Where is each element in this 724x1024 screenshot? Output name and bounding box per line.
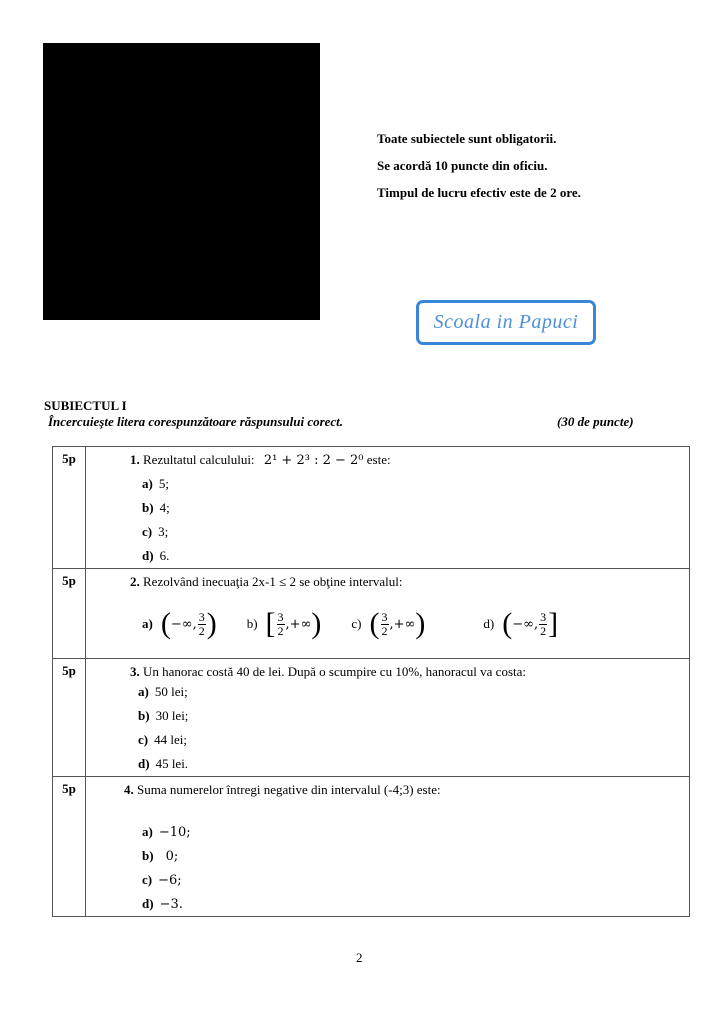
answer-option[interactable]: d) −3. [142,896,183,912]
question-row [53,569,690,659]
answer-option[interactable]: a) −10; [142,824,191,840]
section-title: SUBIECTUL I [44,398,127,413]
instruction-line: Timpul de lucru efectiv este de 2 ore. [377,185,581,200]
answer-option[interactable]: d) ( −∞, $\frac{3}{2}$ ] [483,607,559,640]
question-text: Rezultatul calculului: [143,452,255,467]
answer-option[interactable]: d) 45 lei. [138,756,189,771]
school-logo [416,300,596,345]
answer-option[interactable]: b) [ $\frac{3}{2}$ ,+∞ ) [246,607,322,640]
answer-option[interactable]: a) 5; [142,476,169,491]
question-number: 3. [130,664,140,679]
question-text: Suma numerelor întregi negative din intervalul (-4;3) este: [137,782,441,797]
answer-option[interactable]: a) ( −∞, $\frac{3}{2}$ ) [142,607,217,640]
question-row [53,659,690,777]
page-number: 2 [356,950,363,965]
question-points: 5p [53,569,86,659]
section-points: (30 de puncte) [557,414,634,429]
answer-option[interactable]: b) 0; [142,848,179,864]
question-text-end: este: [366,452,391,467]
question-points: 5p [53,659,86,777]
answer-option[interactable]: b) 30 lei; [138,708,189,723]
question-points: 5p [53,447,86,569]
question-number: 4. [124,782,134,797]
question-number: 2. [130,574,140,589]
questions-table [52,446,690,917]
instruction-line: Se acordă 10 puncte din oficiu. [377,158,548,173]
question-points: 5p [53,777,86,917]
question-row [53,447,690,569]
answer-option[interactable]: c) ( $\frac{3}{2}$ ,+∞ ) [351,607,426,640]
answer-option[interactable]: d) 6. [142,548,170,563]
question-text: Un hanorac costă 40 de lei. După o scumpire cu 10%, hanoracul va costa: [143,664,527,679]
exam-instructions [377,125,581,206]
question-number: 1. [130,452,140,467]
answer-option[interactable]: c) −6; [142,872,182,888]
answer-option[interactable]: c) 44 lei; [138,732,187,747]
answer-option[interactable]: a) 50 lei; [138,684,188,699]
redacted-image [43,43,320,320]
question-text: Rezolvând inecuaţia 2x-1 ≤ 2 se obţine intervalul: [143,574,403,589]
instruction-line: Toate subiectele sunt obligatorii. [377,131,557,146]
question-row [53,777,690,917]
logo-text: Scoala in Papuci [433,311,579,333]
answer-option[interactable]: b) 4; [142,500,170,515]
question-expression: 2¹ + 2³ : 2 − 2⁰ [263,453,364,468]
section-instruction: Încercuieşte litera corespunzătoare răspunsului corect. [48,414,344,429]
answer-option[interactable]: c) 3; [142,524,169,539]
